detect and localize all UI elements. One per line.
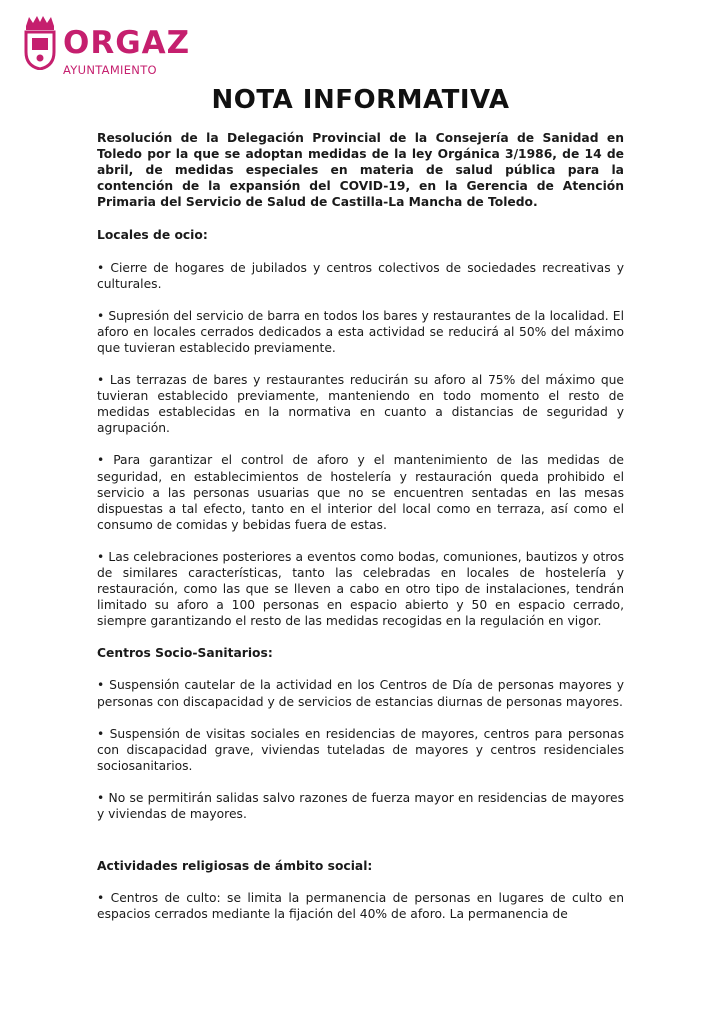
municipal-seal-icon xyxy=(22,14,58,70)
list-item: • Centros de culto: se limita la permanencia de personas en lugares de culto en espacios cerrados mediante la fijación del 40% de aforo. La permanencia de xyxy=(97,891,624,922)
list-item: • Cierre de hogares de jubilados y centros colectivos de sociedades recreativas y culturales. xyxy=(97,260,624,291)
list-item: • Las terrazas de bares y restaurantes reducirán su aforo al 75% del máximo que tuvieran establecido previamente, manteniendo en todo momento el resto de medidas establecidas en la normativa en cuanto a distancias de seguridad y agrupación. xyxy=(97,373,624,436)
list-item: • Suspensión cautelar de la actividad en los Centros de Día de personas mayores y personas con discapacidad y de servicios de estancias diurnas de personas mayores. xyxy=(97,678,624,709)
list-item: • Supresión del servicio de barra en todos los bares y restaurantes de la localidad. El aforo en locales cerrados dedicados a esta actividad se reducirá al 50% del máximo que tuvieran establecido previamente. xyxy=(97,308,624,355)
list-item: • Suspensión de visitas sociales en residencias de mayores, centros para personas con discapacidad grave, viviendas tuteladas de mayores y centros residenciales sociosanitarios. xyxy=(97,726,624,773)
header-logo xyxy=(20,12,220,77)
section-heading: Centros Socio-Sanitarios: xyxy=(97,646,273,661)
document-body xyxy=(97,130,624,938)
list-item: • No se permitirán salidas salvo razones de fuerza mayor en residencias de mayores y viviendas de mayores. xyxy=(97,790,624,821)
list-item: • Las celebraciones posteriores a eventos como bodas, comuniones, bautizos y otros de similares características, tanto las celebradas en locales de hostelería y restauración, como las que se lleven a cabo en otro tipo de instalaciones, tendrán limitado su aforo a 100 personas en espacio abierto y 50 en espacio cerrado, siempre garantizando el resto de las medidas recogidas en la regulación en vigor. xyxy=(97,549,624,629)
document-title: NOTA INFORMATIVA xyxy=(211,85,510,115)
brand-name: ORGAZ xyxy=(63,25,191,61)
brand-subtitle: AYUNTAMIENTO xyxy=(63,63,157,77)
intro-paragraph: Resolución de la Delegación Provincial de la Consejería de Sanidad en Toledo por la que se adoptan medidas de la ley Orgánica 3/1986, de 14 de abril, de medidas especiales en materia de salud pública para la contención de la expansión del COVID-19, en la Gerencia de Atención Primaria del Servicio de Salud de Castilla-La Mancha de Toledo. xyxy=(97,131,624,210)
section-heading: Locales de ocio: xyxy=(97,228,208,243)
list-item: • Para garantizar el control de aforo y el mantenimiento de las medidas de seguridad, en establecimientos de hostelería y restauración queda prohibido el servicio a las personas usuarias que no se encuentren sentadas en las mesas dispuestas a tal efecto, tanto en el interior del local como en terraza, así como el consumo de comidas y bebidas fuera de estas. xyxy=(97,453,624,532)
section-heading: Actividades religiosas de ámbito social: xyxy=(97,859,373,874)
